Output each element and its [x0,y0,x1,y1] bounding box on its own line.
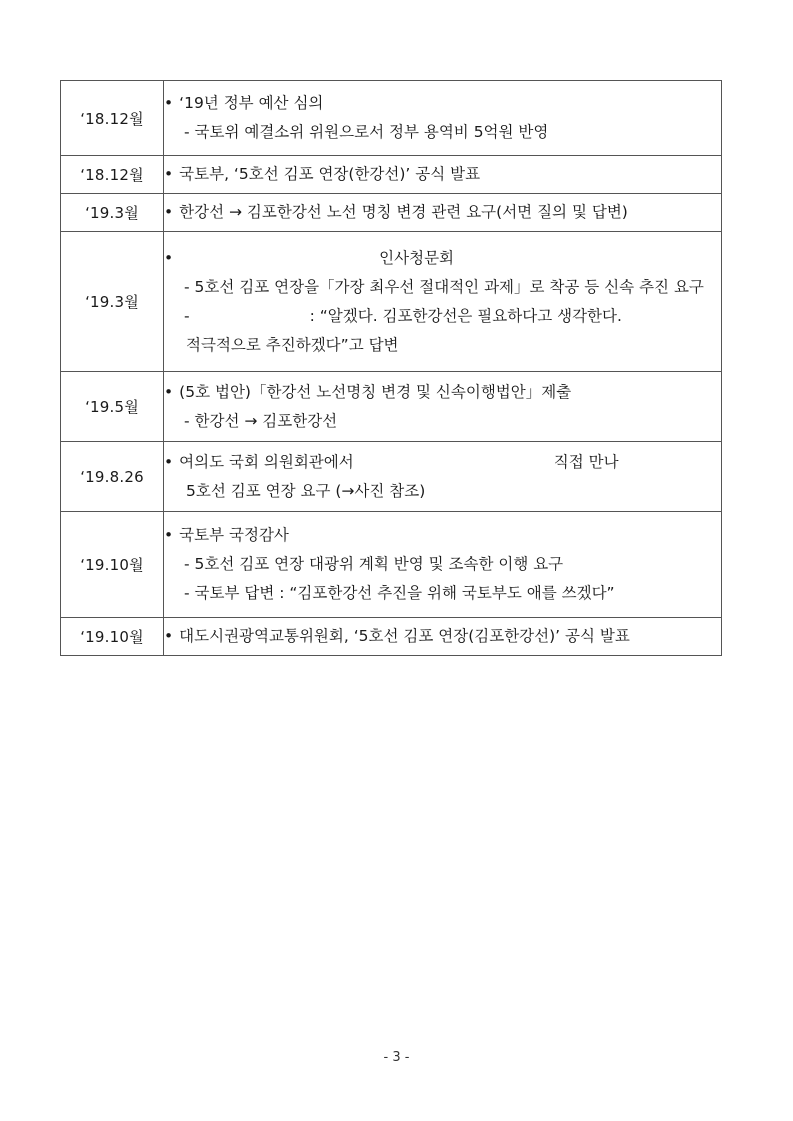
page-number: - 3 - [383,1050,410,1065]
sub-line: - 국토부 답변 : “김포한강선 추진을 위해 국토부도 애를 쓰겠다” [184,584,615,602]
sub-line: - 5호선 김포 연장을「가장 최우선 절대적인 과제」로 착공 등 신속 추진 요구 [184,277,704,296]
bullet-icon: • [164,382,174,401]
table-row [61,618,722,656]
bullet-icon: • [164,452,174,471]
bullet-icon: • [164,165,174,183]
date-cell: ‘19.3월 [61,232,164,372]
content-cell [164,81,722,156]
table-row [61,81,722,156]
bullet-line: • (5호 법안)「한강선 노선명칭 변경 및 신속이행법안」제출 [164,382,572,401]
bullet-line: • 여의도 국회 의원회관에서 직접 만나 [164,452,619,471]
date-cell: ‘19.10월 [61,512,164,618]
content-cell [164,618,722,656]
content-cell [164,372,722,442]
date-cell: ‘19.8.26 [61,442,164,512]
table-row [61,232,722,372]
timeline-table [60,80,722,656]
sub-line: - 한강선 → 김포한강선 [184,411,338,430]
bullet-line: • ‘19년 정부 예산 심의 [164,94,324,112]
sub-line: - : “알겠다. 김포한강선은 필요하다고 생각한다. [184,306,622,325]
sub-line: - 국토위 예결소위 위원으로서 정부 용역비 5억원 반영 [184,123,549,141]
continuation-line: 5호선 김포 연장 요구 (→사진 참조) [186,481,426,500]
bullet-icon: • [164,248,174,267]
bullet-line: • 대도시권광역교통위원회, ‘5호선 김포 연장(김포한강선)’ 공식 발표 [164,627,630,645]
bullet-line: • 한강선 → 김포한강선 노선 명칭 변경 관련 요구(서면 질의 및 답변) [164,203,628,221]
content-cell [164,442,722,512]
table-row [61,156,722,194]
bullet-icon: • [164,627,174,645]
content-cell [164,512,722,618]
table-row [61,512,722,618]
sub-line: - 5호선 김포 연장 대광위 계획 반영 및 조속한 이행 요구 [184,555,564,573]
date-cell: ‘18.12월 [61,156,164,194]
content-cell [164,232,722,372]
continuation-line: 적극적으로 추진하겠다”고 답변 [186,335,399,354]
bullet-line: • 국토부 국정감사 [164,526,289,544]
date-cell: ‘19.10월 [61,618,164,656]
bullet-line: • 인사청문회 [164,248,455,267]
bullet-icon: • [164,526,174,544]
table-row [61,442,722,512]
content-cell [164,156,722,194]
bullet-line: • 국토부, ‘5호선 김포 연장(한강선)’ 공식 발표 [164,165,481,183]
table-row [61,194,722,232]
content-cell [164,194,722,232]
date-cell: ‘19.5월 [61,372,164,442]
date-cell: ‘19.3월 [61,194,164,232]
table-row [61,372,722,442]
bullet-icon: • [164,203,174,221]
date-cell: ‘18.12월 [61,81,164,156]
bullet-icon: • [164,94,174,112]
